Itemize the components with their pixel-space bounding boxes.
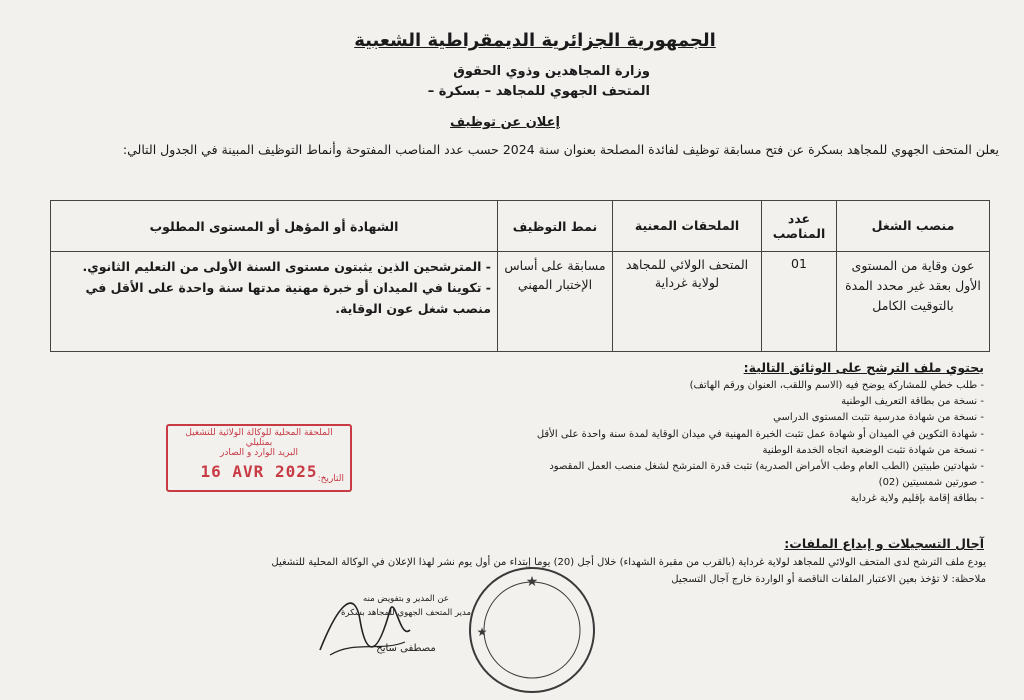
cell-count: 01 — [762, 252, 837, 352]
list-item: - شهادة التكوين في الميدان أو شهادة عمل تثبت الخبرة المهنية في ميدان الوقاية لمدة سنة واحدة على الأقل — [344, 427, 984, 443]
deposit-note: ملاحظة: لا تؤخذ بعين الاعتبار الملفات الناقصة أو الواردة خارج آجال التسجيل — [671, 574, 986, 585]
republic-title: الجمهورية الجزائرية الديمقراطية الشعبية — [354, 30, 716, 51]
announcement-title: إعلان عن توظيف — [450, 115, 560, 130]
deposit-line-1: يودع ملف الترشح لدى المتحف الولائي للمجاهد لولاية غرداية (بالقرب من مقبرة الشهداء) خلال أجل (20) يوما إبتداء من أول يوم نشر لهذا الإعلان في الوكالة المحلية للتشغيل — [271, 557, 986, 568]
stamp-agency: الملحقة المحلية للوكالة الولائية للتشغيل بمتليلي — [185, 428, 333, 448]
deposit-title: آجال التسجيلات و إيداع الملفات: — [784, 536, 984, 551]
header-count: عدد المناصب — [762, 201, 837, 252]
stamp-date-label: التاريخ: — [317, 474, 344, 484]
cell-mode: مسابقة على أساس الإختبار المهني — [498, 252, 613, 352]
documents-title: يحتوي ملف الترشح على الوثائق التالية: — [743, 360, 984, 375]
list-item: - بطاقة إقامة بإقليم ولاية غرداية — [344, 491, 984, 507]
intro-paragraph: يعلن المتحف الجهوي للمجاهد بسكرة عن فتح مسابقة توظيف لفائدة المصلحة بعنوان سنة 2024 حسب عدد المناصب المفتوحة وأنماط التوظيف المبينة في الجدول التالي: — [122, 142, 999, 157]
list-item: - نسخة من شهادة تثبت الوضعية اتجاه الخدمة الوطنية — [344, 443, 984, 459]
list-item: - نسخة من بطاقة التعريف الوطنية — [344, 394, 984, 410]
svg-text:★: ★ — [525, 574, 539, 590]
signature-title-2: مدير المتحف الجهوي للمجاهد بسكرة — [340, 608, 472, 618]
positions-table — [50, 200, 990, 352]
header-qualification: الشهادة أو المؤهل أو المستوى المطلوب — [51, 201, 498, 252]
header-mode: نمط التوظيف — [498, 201, 613, 252]
museum-name: المتحف الجهوي للمجاهد – بسكرة – — [427, 84, 650, 99]
stamp-mail: البريد الوارد و الصادر — [220, 448, 298, 458]
qualification-line-1: - المترشحين الذين يثبتون مستوى السنة الأولى من التعليم الثانوي. — [82, 259, 491, 274]
round-seal-icon — [462, 560, 602, 700]
cell-post: عون وقاية من المستوى الأول بعقد غير محدد المدة بالتوقيت الكامل — [837, 252, 990, 352]
list-item: - شهادتين طبيتين (الطب العام وطب الأمراض الصدرية) تثبت قدرة المترشح لشغل منصب العمل المقصود — [344, 459, 984, 475]
cell-qualification — [51, 252, 498, 352]
table-row — [51, 252, 990, 352]
ministry-name: وزارة المجاهدين وذوي الحقوق — [453, 64, 650, 79]
qualification-line-2: - تكوينا في الميدان أو خبرة مهنية مدتها سنة واحدة على الأقل في منصب شغل عون الوقاية. — [85, 280, 491, 316]
list-item: - نسخة من شهادة مدرسية تثبت المستوى الدراسي — [344, 410, 984, 426]
stamp-date: 16 AVR 2025 — [200, 462, 318, 481]
list-item: - صورتين شمسيتين (02) — [344, 475, 984, 491]
signatory-name: مصطفى سايح — [376, 643, 436, 654]
table-header-row — [51, 201, 990, 252]
cell-attachment: المتحف الولائي للمجاهد لولاية غرداية — [613, 252, 762, 352]
list-item: - طلب خطي للمشاركة يوضح فيه (الاسم واللقب، العنوان ورقم الهاتف) — [344, 378, 984, 394]
signature-title-1: عن المدير و بتفويض منه — [363, 594, 449, 604]
handwritten-signature-icon — [300, 580, 420, 670]
received-stamp — [166, 424, 352, 492]
header-attachment: الملحقات المعنية — [613, 201, 762, 252]
svg-text:★: ★ — [476, 625, 488, 639]
documents-list — [344, 378, 984, 508]
header-post: منصب الشغل — [837, 201, 990, 252]
